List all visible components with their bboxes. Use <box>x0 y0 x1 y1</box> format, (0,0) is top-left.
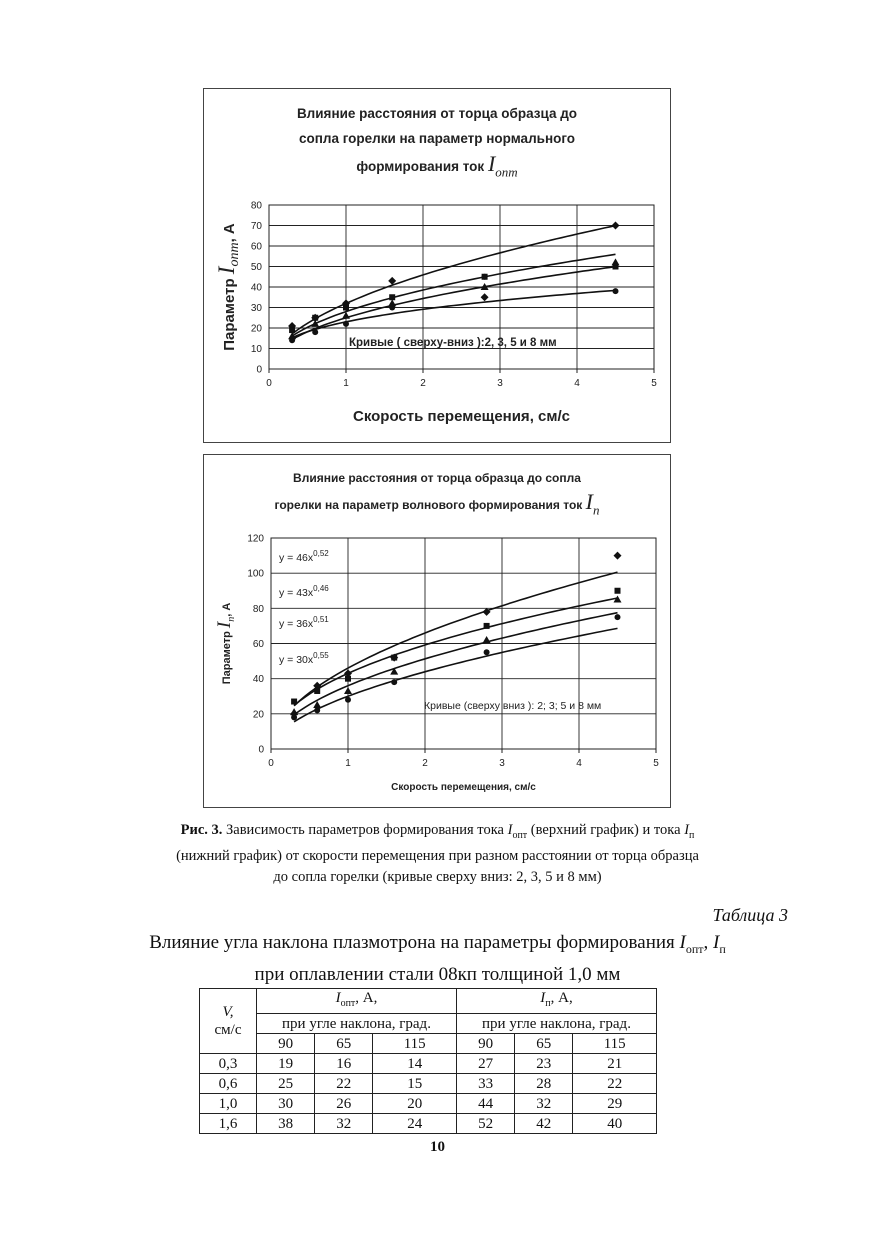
trendline-equation: $y = 43x^{0,46}$ <box>279 584 329 599</box>
chart-annotation: Кривые (сверху вниз ): 2; 3; 5 и 8 мм <box>424 700 602 712</box>
angle-cell: 65 <box>315 1034 373 1054</box>
subheader-iopt: при угле наклона, град. <box>257 1014 457 1034</box>
y-tick-label: 40 <box>250 282 262 294</box>
y-tick-label: 100 <box>247 568 264 580</box>
y-tick-label: 0 <box>258 744 264 756</box>
data-point-circle <box>345 697 351 703</box>
chart2-title-symbol: $I_п$ <box>585 489 600 518</box>
series-trendline <box>294 598 617 706</box>
header-iopt: $I_{опт}$, А, <box>257 989 457 1014</box>
y-tick-label: 60 <box>252 639 264 650</box>
data-point-square <box>389 294 395 300</box>
y-tick-label: 70 <box>250 221 262 232</box>
data-point-circle <box>484 649 490 655</box>
trendline-equation: $y = 36x^{0,51}$ <box>279 615 329 630</box>
x-tick-label: 0 <box>266 378 272 389</box>
y-tick-label: 120 <box>247 533 264 545</box>
series-trendline <box>292 267 615 340</box>
chart1-title-symbol: $I_{опт}$ <box>487 151 518 180</box>
y-tick-label: 80 <box>250 200 262 212</box>
data-point-triangle <box>612 258 620 265</box>
angle-cell: 90 <box>456 1034 514 1054</box>
table-row: 0,6 25 22 15 33 28 22 <box>200 1074 657 1094</box>
angle-cell: 115 <box>573 1034 657 1054</box>
chart2-title: Влияние расстояния от торца образца до сопла горелки на параметр волнового формирования ток $I_п$ <box>274 471 600 518</box>
x-tick-label: 3 <box>497 378 503 389</box>
header-v: V, см/с <box>200 989 257 1054</box>
data-point-circle <box>291 714 297 720</box>
data-point-triangle <box>344 687 352 694</box>
y-tick-label: 10 <box>250 344 262 355</box>
angle-cell: 115 <box>373 1034 457 1054</box>
y-tick-label: 60 <box>250 241 262 253</box>
x-tick-label: 0 <box>268 758 274 769</box>
chart-annotation: Кривые ( сверху-вниз ):2, 3, 5 и 8 мм <box>349 337 557 349</box>
data-point-square <box>291 699 297 705</box>
data-point-circle <box>391 679 397 685</box>
y-axis-title: Параметр Iп, А <box>214 602 237 685</box>
chart-optimal-current <box>203 88 671 443</box>
subheader-ip: при угле наклона, град. <box>456 1014 656 1034</box>
data-point-square <box>312 315 318 321</box>
table-number: Таблица 3 <box>712 905 788 925</box>
x-axis-title: Скорость перемещения, см/с <box>353 408 570 425</box>
table-row: 1,6 38 32 24 52 42 40 <box>200 1114 657 1134</box>
data-point-circle <box>314 707 320 713</box>
data-point-circle <box>389 305 395 311</box>
data-point-circle <box>312 329 318 335</box>
data-point-diamond <box>612 222 620 230</box>
x-tick-label: 4 <box>574 378 580 389</box>
chart1-title: Влияние расстояния от торца образца до сопла горелки на параметр нормального формирования ток $I_{опт}$ <box>296 106 578 180</box>
series-trendline <box>292 226 615 334</box>
data-table <box>199 988 657 1134</box>
y-axis-title: Параметр Iопт, А <box>214 223 242 351</box>
y-tick-label: 80 <box>252 603 264 615</box>
trendline-equation: $y = 46x^{0,52}$ <box>279 549 329 564</box>
x-tick-label: 2 <box>422 758 428 769</box>
data-point-diamond <box>614 552 622 560</box>
data-point-square <box>343 305 349 311</box>
x-tick-label: 5 <box>651 378 657 389</box>
x-tick-label: 5 <box>653 758 659 769</box>
series-trendline <box>294 572 617 706</box>
data-point-circle <box>482 274 488 280</box>
figure-caption: Рис. 3. Зависимость параметров формирования тока $I_{опт}$ (верхний график) и тока $I_п$ (нижний график) от скорости перемещения при разном расстоянии от торца образца до сопла горелки (кривые сверху вниз: 2, 3, 5 и 8 мм) <box>176 822 699 885</box>
table-title: Влияние угла наклона плазмотрона на параметры формирования $I_{опт}$, $I_п$ при оплавлении стали 08кп толщиной 1,0 мм <box>149 932 726 985</box>
table-row: 0,3 19 16 14 27 23 21 <box>200 1054 657 1074</box>
chart-wave-current <box>203 454 671 808</box>
y-tick-label: 40 <box>252 674 264 686</box>
y-tick-label: 20 <box>250 323 262 335</box>
data-point-circle <box>615 614 621 620</box>
data-point-square <box>391 655 397 661</box>
y-tick-label: 0 <box>256 364 262 376</box>
x-tick-label: 1 <box>343 378 349 389</box>
data-point-square <box>314 688 320 694</box>
data-point-square <box>289 327 295 333</box>
y-tick-label: 50 <box>250 262 262 273</box>
angle-cell: 90 <box>257 1034 315 1054</box>
data-point-triangle <box>290 708 298 715</box>
data-point-triangle <box>483 636 491 643</box>
chart1-plot <box>204 89 670 442</box>
y-tick-label: 20 <box>252 709 264 721</box>
trendline-equation: $y = 30x^{0,55}$ <box>279 651 329 666</box>
data-point-circle <box>343 321 349 327</box>
x-axis-title: Скорость перемещения, см/с <box>391 782 536 793</box>
data-point-square <box>484 623 490 629</box>
data-point-square <box>615 588 621 594</box>
x-tick-label: 1 <box>345 758 351 769</box>
header-ip: $I_п$, А, <box>456 989 656 1014</box>
y-tick-label: 30 <box>250 303 262 314</box>
data-point-diamond <box>481 293 489 301</box>
data-point-circle <box>613 288 619 294</box>
x-tick-label: 4 <box>576 758 582 769</box>
chart2-plot <box>204 455 670 807</box>
table-row: 1,0 30 26 20 44 32 29 <box>200 1094 657 1114</box>
x-tick-label: 3 <box>499 758 505 769</box>
data-point-circle <box>289 337 295 343</box>
data-point-square <box>345 676 351 682</box>
page-number: 10 <box>430 1139 445 1155</box>
angle-cell: 65 <box>515 1034 573 1054</box>
x-tick-label: 2 <box>420 378 426 389</box>
